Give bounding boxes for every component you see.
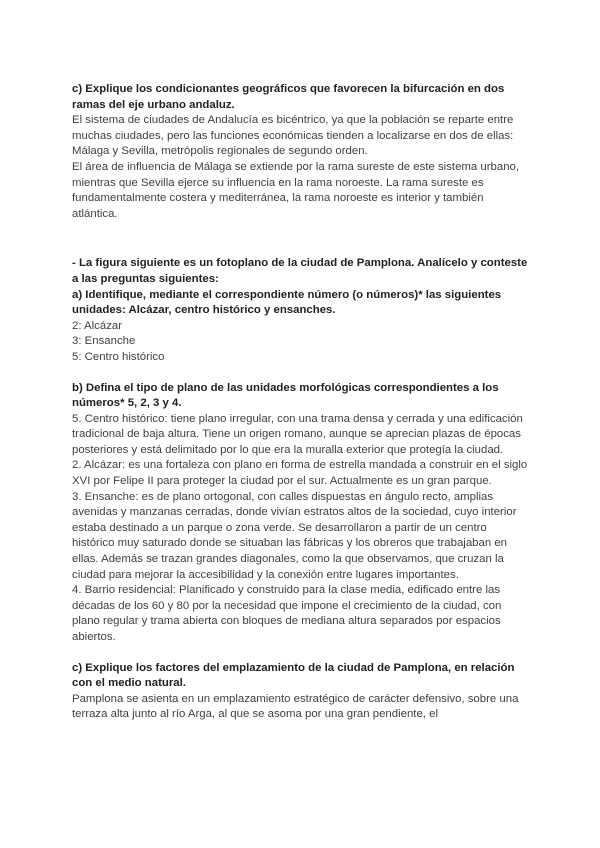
question-c2: c) Explique los factores del emplazamiento de la ciudad de Pamplona, en relación con el medio natural. [72, 661, 515, 690]
question-a: a) Identifique, mediante el correspondiente número (o números)* las siguientes unidades: Alcázar, centro histórico y ensanches. [72, 288, 502, 317]
answer-paragraph: Pamplona se asienta en un emplazamiento estratégico de carácter defensivo, sobre una terraza alta junto al río Arga, al que se asoma por una gran pendiente, el [72, 692, 519, 721]
answer-paragraph: 4. Barrio residencial: Planificado y construido para la clase media, edificado entre las décadas de los 60 y 80 por la necesidad que impone el crecimiento de la ciudad, con plano regular y trama abierta con bloques de mediana altura separados por espacios abiertos. [72, 584, 502, 643]
question-b: b) Defina el tipo de plano de las unidades morfológicas correspondientes a los números* 5, 2, 3 y 4. [72, 381, 499, 410]
answer-paragraph: El sistema de ciudades de Andalucía es bicéntrico, ya que la población se reparte entre muchas ciudades, pero las funciones económicas tienden a localizarse en dos de ellas: Málaga y Sevilla, metrópolis regionales de segundo orden. [72, 114, 514, 158]
document-page [72, 82, 532, 723]
list-item: 5: Centro histórico [72, 350, 165, 363]
list-item: 2: Alcázar [72, 319, 123, 332]
section-site-factors [72, 661, 532, 723]
section-geographic-bifurcation [72, 82, 532, 222]
answer-paragraph: 5. Centro histórico: tiene plano irregular, con una trama densa y cerrada y una edificación tradicional de baja altura. Tiene un origen romano, aunque se aprecian plazas de épocas posteriores y está delimitado por lo que era la muralla exterior que protegía la ciudad. [72, 412, 523, 456]
answer-paragraph: El área de influencia de Málaga se extiende por la rama sureste de este sistema urbano, mientras que Sevilla ejerce su influencia en la rama noroeste. La rama sureste es fundamentalmente costera y mediterránea, la rama noroeste es interior y también atlántica. [72, 160, 520, 220]
list-item: 3: Ensanche [72, 335, 136, 348]
section-pamplona [72, 256, 532, 365]
answer-paragraph: 2. Alcázar: es una fortaleza con plano en forma de estrella mandada a construir en el siglo XVI por Felipe II para proteger la ciudad por el sur. Actualmente es un gran parque. [72, 459, 528, 488]
answer-paragraph: 3. Ensanche: es de plano ortogonal, con calles dispuestas en ángulo recto, amplias avenidas y manzanas cerradas, donde vivían estratos altos de la sociedad, cuyo interior estaba destinado a un parque o zona verde. Se desarrollaron a partir de un centro histórico muy saturado donde se situaban las fábricas y los obreros que trabajaban en ellas. Además se trazan grandes diagonales, como la que observamos, que cruzan la ciudad para mejorar la accesibilidad y la conexión entre lugares importantes. [72, 490, 517, 581]
question-c1: c) Explique los condicionantes geográficos que favorecen la bifurcación en dos ramas del eje urbano andaluz. [72, 83, 505, 111]
question-intro: - La figura siguiente es un fotoplano de la ciudad de Pamplona. Analícelo y conteste a las preguntas siguientes: [72, 257, 528, 285]
section-plan-types [72, 381, 532, 646]
